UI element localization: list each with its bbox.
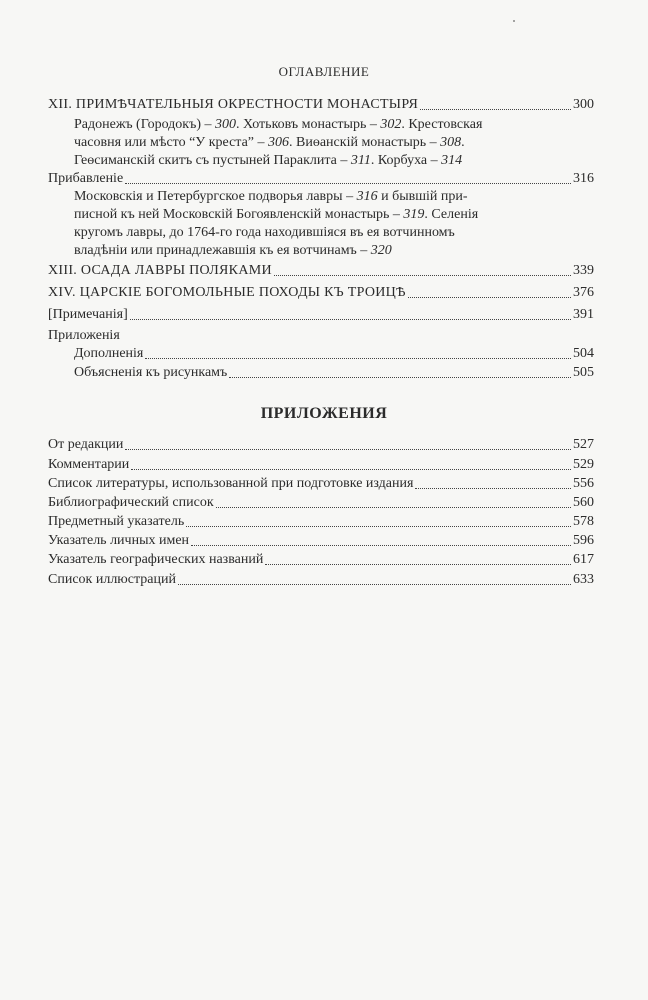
appendix-entry [48,551,594,569]
leader-dots [265,564,571,565]
toc-entry-xii [48,96,594,114]
appendix-entry [48,494,594,512]
appendix-entry-page: 617 [573,552,594,567]
appendix-entry-page: 556 [573,476,594,491]
appendix-entry-title: От редакции [48,437,124,452]
leader-dots [216,507,571,508]
toc-entry-page: 376 [573,285,594,300]
toc-entry-page: 391 [573,307,594,322]
appendix-entry [48,456,594,474]
toc-subentry-line: Московскія и Петербургское подворья лавры – 316 и бывшій при- [74,189,468,204]
toc-entry-notes [48,306,594,324]
leader-dots [125,183,571,184]
appendix-entry [48,532,594,550]
appendix-entry-title: Список иллюстраций [48,572,176,587]
toc-entry-title: XIII. ОСАДА ЛАВРЫ ПОЛЯКАМИ [48,263,272,278]
leader-dots [408,297,571,298]
toc-subentry-line: писной къ ней Московскій Богоявленскій монастырь – 319. Селенія [74,207,479,222]
leader-dots [274,275,571,276]
leader-dots [130,319,571,320]
toc-entry-page: 316 [573,171,594,186]
appendix-entry-page: 560 [573,495,594,510]
leader-dots [229,377,571,378]
appendix-entry [48,436,594,454]
toc-entry-title: Объясненія къ рисункамъ [74,365,228,380]
toc-entry-prilozheniya [48,327,594,345]
toc-subentry-line: владѣніи или принадлежавшія къ ея вотчинамъ – 320 [74,243,392,258]
toc-entry-title: XIV. ЦАРСКІЕ БОГОМОЛЬНЫЕ ПОХОДЫ КЪ ТРОИЦѢ [48,285,406,300]
appendix-entry [48,571,594,589]
toc-entry-page: 505 [573,365,594,380]
toc-entry-xiv [48,284,594,302]
toc-subentry-line: часовня или мѣсто “У креста” – 306. Виѳанскій монастырь – 308. [74,135,465,150]
appendix-entry-title: Указатель географических названий [48,552,264,567]
appendix-entry-page: 529 [573,457,594,472]
toc-entry-page: 300 [573,97,594,112]
appendix-entry-page: 596 [573,533,594,548]
leader-dots [415,488,571,489]
toc-entry-page: 339 [573,263,594,278]
toc-entry-title: Приложенія [48,328,120,343]
appendix-entry-title: Указатель личных имен [48,533,190,548]
leader-dots [420,109,571,110]
appendix-heading: ПРИЛОЖЕНИЯ [260,405,388,422]
toc-entry-title: [Примечанія] [48,307,128,322]
toc-entry-title: XII. ПРИМѢЧАТЕЛЬНЫЯ ОКРЕСТНОСТИ МОНАСТЫРЯ [48,97,419,112]
appendix-entry-title: Предметный указатель [48,514,185,529]
appendix-entry-page: 633 [573,572,594,587]
toc-entry-obyasneniya [74,364,594,382]
toc-subentry-line: Радонежъ (Городокъ) – 300. Хотьковъ монастырь – 302. Крестовская [74,117,483,132]
toc-subentry-line: Геѳсиманскій скитъ съ пустыней Параклита – 311. Корбуха – 314 [74,153,463,168]
toc-entry-xiii [48,262,594,280]
toc-entry-dopolneniya [74,345,594,363]
page-speck [513,20,515,22]
appendix-entry [48,475,594,493]
toc-entry-page: 504 [573,346,594,361]
leader-dots [125,449,571,450]
toc-entry-title: Прибавленіе [48,171,124,186]
leader-dots [186,526,571,527]
appendix-entry-title: Библиографический список [48,495,214,510]
toc-subentry-line: кругомъ лавры, до 1764-го года находившіяся въ ея вотчинномъ [74,225,455,240]
leader-dots [178,584,571,585]
appendix-entry-title: Комментарии [48,457,130,472]
leader-dots [131,469,571,470]
toc-entry-title: Дополненія [74,346,144,361]
appendix-entry-page: 578 [573,514,594,529]
appendix-entry [48,513,594,531]
leader-dots [145,358,571,359]
toc-heading: ОГЛАВЛЕНИЕ [278,64,370,79]
toc-entry-pribavlenie [48,170,594,188]
appendix-entry-title: Список литературы, использованной при подготовке издания [48,476,414,491]
appendix-entry-page: 527 [573,437,594,452]
leader-dots [191,545,571,546]
